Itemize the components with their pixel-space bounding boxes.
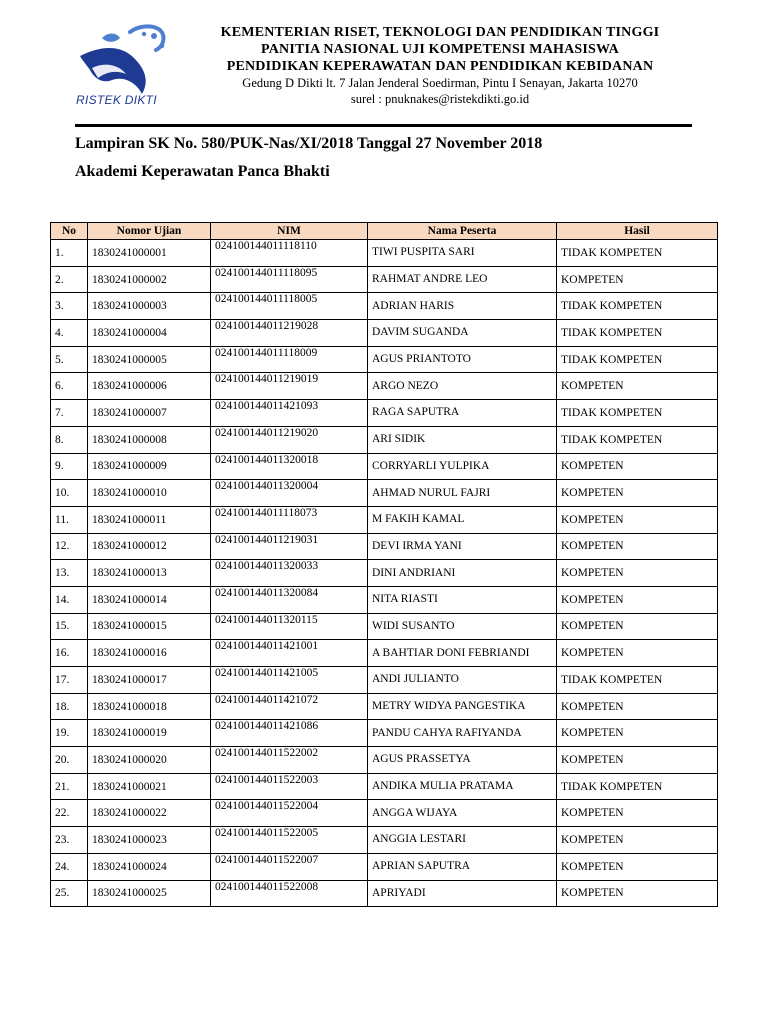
column-header-hasil: Hasil [557,223,718,240]
cell-hasil: TIDAK KOMPETEN [557,320,718,347]
table-row [51,293,718,320]
cell-hasil: KOMPETEN [557,586,718,613]
table-row [51,693,718,720]
table-row [51,586,718,613]
table-row [51,426,718,453]
table-row [51,613,718,640]
column-header-nama-peserta: Nama Peserta [368,223,557,240]
cell-nim: 024100144011522007 [211,853,368,880]
cell-nama-peserta: DAVIM SUGANDA [368,320,557,347]
cell-nomor-ujian: 1830241000024 [88,853,211,880]
cell-nama-peserta: ANDIKA MULIA PRATAMA [368,773,557,800]
column-header-no: No [51,223,88,240]
cell-nama-peserta: M FAKIH KAMAL [368,506,557,533]
cell-hasil: KOMPETEN [557,480,718,507]
cell-no: 14. [51,586,88,613]
committee-title: PANITIA NASIONAL UJI KOMPETENSI MAHASISWA [260,42,619,57]
cell-hasil: TIDAK KOMPETEN [557,773,718,800]
cell-hasil: KOMPETEN [557,800,718,827]
cell-nim: 024100144011219019 [211,373,368,400]
cell-nama-peserta: ARGO NEZO [368,373,557,400]
cell-nim: 024100144011522003 [211,773,368,800]
header-divider [75,124,692,127]
cell-hasil: TIDAK KOMPETEN [557,346,718,373]
cell-hasil: TIDAK KOMPETEN [557,667,718,694]
cell-no: 21. [51,773,88,800]
cell-hasil: KOMPETEN [557,853,718,880]
cell-nama-peserta: ANGGA WIJAYA [368,800,557,827]
cell-hasil: KOMPETEN [557,880,718,907]
cell-hasil: KOMPETEN [557,266,718,293]
email: surel : pnuknakes@ristekdikti.go.id [350,92,530,106]
cell-no: 12. [51,533,88,560]
cell-nim: 024100144011118110 [211,240,368,267]
cell-nim: 024100144011118095 [211,266,368,293]
cell-no: 8. [51,426,88,453]
table-header-row [51,223,718,240]
cell-nama-peserta: AHMAD NURUL FAJRI [368,480,557,507]
results-table [50,222,718,907]
table-row [51,720,718,747]
cell-nama-peserta: METRY WIDYA PANGESTIKA [368,693,557,720]
cell-no: 19. [51,720,88,747]
cell-nama-peserta: APRIAN SAPUTRA [368,853,557,880]
table-row [51,453,718,480]
cell-nim: 024100144011522005 [211,827,368,854]
table-row [51,800,718,827]
cell-nomor-ujian: 1830241000023 [88,827,211,854]
cell-no: 6. [51,373,88,400]
cell-no: 7. [51,400,88,427]
cell-nomor-ujian: 1830241000015 [88,613,211,640]
cell-nama-peserta: A BAHTIAR DONI FEBRIANDI [368,640,557,667]
cell-nama-peserta: ANDI JULIANTO [368,667,557,694]
cell-no: 23. [51,827,88,854]
institution-name: Akademi Keperawatan Panca Bhakti [75,163,330,180]
cell-no: 18. [51,693,88,720]
cell-nama-peserta: DINI ANDRIANI [368,560,557,587]
cell-hasil: KOMPETEN [557,640,718,667]
letterhead [180,24,700,107]
table-row [51,506,718,533]
cell-hasil: TIDAK KOMPETEN [557,293,718,320]
cell-hasil: KOMPETEN [557,827,718,854]
cell-nim: 024100144011219028 [211,320,368,347]
cell-nomor-ujian: 1830241000008 [88,426,211,453]
cell-nim: 024100144011421072 [211,693,368,720]
column-header-nomor-ujian: Nomor Ujian [88,223,211,240]
cell-hasil: KOMPETEN [557,693,718,720]
cell-hasil: KOMPETEN [557,560,718,587]
cell-nama-peserta: RAHMAT ANDRE LEO [368,266,557,293]
cell-nomor-ujian: 1830241000005 [88,346,211,373]
cell-nomor-ujian: 1830241000020 [88,747,211,774]
decree-reference: Lampiran SK No. 580/PUK-Nas/XI/2018 Tanggal 27 November 2018 [75,135,543,152]
cell-nama-peserta: AGUS PRASSETYA [368,747,557,774]
cell-nomor-ujian: 1830241000019 [88,720,211,747]
cell-nomor-ujian: 1830241000002 [88,266,211,293]
cell-nomor-ujian: 1830241000007 [88,400,211,427]
cell-nim: 024100144011320115 [211,613,368,640]
cell-nim: 024100144011219020 [211,426,368,453]
table-row [51,747,718,774]
cell-no: 9. [51,453,88,480]
cell-nim: 024100144011320084 [211,586,368,613]
ministry-title: KEMENTERIAN RISET, TEKNOLOGI DAN PENDIDIKAN TINGGI [220,25,660,40]
cell-no: 10. [51,480,88,507]
cell-nomor-ujian: 1830241000012 [88,533,211,560]
cell-nama-peserta: NITA RIASTI [368,586,557,613]
cell-nim: 024100144011219031 [211,533,368,560]
cell-nomor-ujian: 1830241000025 [88,880,211,907]
cell-nama-peserta: PANDU CAHYA RAFIYANDA [368,720,557,747]
cell-nomor-ujian: 1830241000011 [88,506,211,533]
table-row [51,480,718,507]
cell-nama-peserta: TIWI PUSPITA SARI [368,240,557,267]
cell-nama-peserta: CORRYARLI YULPIKA [368,453,557,480]
cell-hasil: TIDAK KOMPETEN [557,426,718,453]
cell-nomor-ujian: 1830241000009 [88,453,211,480]
cell-hasil: TIDAK KOMPETEN [557,400,718,427]
cell-hasil: TIDAK KOMPETEN [557,240,718,267]
cell-hasil: KOMPETEN [557,720,718,747]
cell-no: 15. [51,613,88,640]
table-row [51,827,718,854]
cell-nim: 024100144011421005 [211,667,368,694]
table-row [51,667,718,694]
cell-no: 25. [51,880,88,907]
cell-nomor-ujian: 1830241000001 [88,240,211,267]
cell-nomor-ujian: 1830241000006 [88,373,211,400]
cell-hasil: KOMPETEN [557,453,718,480]
cell-no: 5. [51,346,88,373]
cell-no: 2. [51,266,88,293]
table-row [51,320,718,347]
cell-nomor-ujian: 1830241000022 [88,800,211,827]
table-row [51,880,718,907]
logo-text: RISTEK DIKTI [76,93,157,107]
cell-no: 20. [51,747,88,774]
cell-hasil: KOMPETEN [557,506,718,533]
cell-nomor-ujian: 1830241000014 [88,586,211,613]
cell-no: 24. [51,853,88,880]
cell-nama-peserta: ARI SIDIK [368,426,557,453]
table-body [51,240,718,907]
address: Gedung D Dikti lt. 7 Jalan Jenderal Soedirman, Pintu I Senayan, Jakarta 10270 [242,76,638,90]
cell-nomor-ujian: 1830241000010 [88,480,211,507]
table-row [51,773,718,800]
cell-no: 16. [51,640,88,667]
table-row [51,266,718,293]
table-row [51,560,718,587]
cell-no: 22. [51,800,88,827]
cell-nim: 024100144011320018 [211,453,368,480]
table-row [51,240,718,267]
cell-hasil: KOMPETEN [557,533,718,560]
cell-nomor-ujian: 1830241000003 [88,293,211,320]
cell-nama-peserta: WIDI SUSANTO [368,613,557,640]
cell-nim: 024100144011522002 [211,747,368,774]
table-row [51,533,718,560]
cell-nim: 024100144011522008 [211,880,368,907]
cell-hasil: KOMPETEN [557,747,718,774]
cell-no: 17. [51,667,88,694]
cell-nama-peserta: DEVI IRMA YANI [368,533,557,560]
cell-nim: 024100144011421086 [211,720,368,747]
cell-nim: 024100144011421093 [211,400,368,427]
cell-nomor-ujian: 1830241000018 [88,693,211,720]
table-row [51,346,718,373]
table-row [51,373,718,400]
cell-nim: 024100144011118005 [211,293,368,320]
table-row [51,640,718,667]
cell-nim: 024100144011320033 [211,560,368,587]
cell-no: 3. [51,293,88,320]
column-header-nim: NIM [211,223,368,240]
cell-hasil: KOMPETEN [557,373,718,400]
cell-nim: 024100144011118073 [211,506,368,533]
cell-nim: 024100144011320004 [211,480,368,507]
cell-nama-peserta: ADRIAN HARIS [368,293,557,320]
cell-no: 1. [51,240,88,267]
cell-nomor-ujian: 1830241000013 [88,560,211,587]
program-title: PENDIDIKAN KEPERAWATAN DAN PENDIDIKAN KEBIDANAN [226,59,654,74]
cell-nama-peserta: RAGA SAPUTRA [368,400,557,427]
cell-nomor-ujian: 1830241000017 [88,667,211,694]
cell-hasil: KOMPETEN [557,613,718,640]
cell-nomor-ujian: 1830241000016 [88,640,211,667]
cell-nim: 024100144011421001 [211,640,368,667]
cell-no: 11. [51,506,88,533]
cell-no: 4. [51,320,88,347]
cell-no: 13. [51,560,88,587]
cell-nomor-ujian: 1830241000021 [88,773,211,800]
cell-nomor-ujian: 1830241000004 [88,320,211,347]
table-row [51,853,718,880]
cell-nim: 024100144011522004 [211,800,368,827]
cell-nim: 024100144011118009 [211,346,368,373]
cell-nama-peserta: AGUS PRIANTOTO [368,346,557,373]
cell-nama-peserta: APRIYADI [368,880,557,907]
table-row [51,400,718,427]
cell-nama-peserta: ANGGIA LESTARI [368,827,557,854]
